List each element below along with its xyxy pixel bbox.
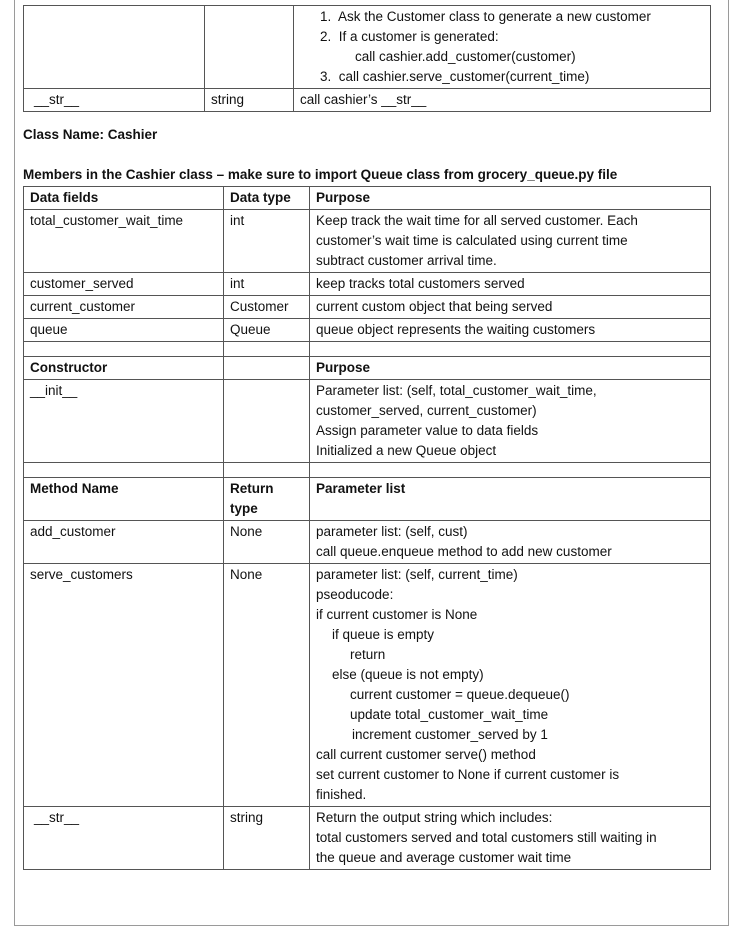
method-line: finished.	[316, 787, 367, 802]
methods-header-col2	[224, 478, 310, 521]
field-type: Customer	[224, 296, 310, 319]
method-line: increment customer_served by 1	[352, 727, 548, 742]
field-name: queue	[24, 319, 224, 342]
method-type: string	[224, 807, 310, 870]
top-table	[23, 5, 711, 112]
constructor-purpose-line: customer_served, current_customer)	[316, 403, 537, 418]
method-name: add_customer	[24, 521, 224, 564]
method-params	[310, 807, 711, 870]
method-line: if queue is empty	[332, 627, 435, 642]
fields-header-col3: Purpose	[310, 187, 711, 210]
field-purpose-line: Keep track the wait time for all served customer. Each	[316, 213, 638, 228]
members-heading: Members in the Cashier class – make sure to import Queue class from grocery_queue.py file	[23, 167, 618, 182]
top-str-row	[24, 89, 711, 112]
constructor-purpose-line: Initialized a new Queue object	[316, 443, 497, 458]
methods-header-row	[24, 478, 711, 521]
method-row-serve-customers	[24, 564, 711, 807]
method-line: current customer = queue.dequeue()	[350, 687, 570, 702]
field-name: customer_served	[24, 273, 224, 296]
method-line: update total_customer_wait_time	[350, 707, 549, 722]
step-2-call: call cashier.add_customer(customer)	[355, 49, 576, 64]
steps-cell	[294, 6, 711, 89]
constructor-row	[24, 380, 711, 463]
step-2: 2. If a customer is generated:	[320, 29, 499, 44]
field-purpose-line: customer’s wait time is calculated using current time	[316, 233, 628, 248]
fields-header-col2: Data type	[224, 187, 310, 210]
method-line: parameter list: (self, current_time)	[316, 567, 518, 582]
method-row-add-customer	[24, 521, 711, 564]
method-line: if current customer is None	[316, 607, 478, 622]
constructor-purpose-line: Parameter list: (self, total_customer_wait_time,	[316, 383, 597, 398]
constructor-header-col1: Constructor	[24, 357, 224, 380]
step-3: 3. call cashier.serve_customer(current_time)	[320, 69, 590, 84]
method-line: return	[350, 647, 386, 662]
field-purpose: queue object represents the waiting customers	[310, 319, 711, 342]
field-purpose	[310, 210, 711, 273]
field-row	[24, 273, 711, 296]
method-line: the queue and average customer wait time	[316, 850, 572, 865]
constructor-header-row	[24, 357, 711, 380]
constructor-name: __init__	[24, 380, 224, 463]
top-steps-row	[24, 6, 711, 89]
spacer-row	[24, 342, 711, 357]
field-name: current_customer	[24, 296, 224, 319]
method-line: parameter list: (self, cust)	[316, 524, 468, 539]
field-purpose: current custom object that being served	[310, 296, 711, 319]
str-method-type: string	[205, 89, 294, 112]
field-type: int	[224, 273, 310, 296]
fields-header-row	[24, 187, 711, 210]
str-method-purpose: call cashier’s __str__	[294, 89, 711, 112]
field-purpose-line: subtract customer arrival time.	[316, 253, 497, 268]
spacer-row	[24, 463, 711, 478]
field-type: int	[224, 210, 310, 273]
field-row	[24, 210, 711, 273]
method-line: call current customer serve() method	[316, 747, 536, 762]
methods-header-col1: Method Name	[24, 478, 224, 521]
step-1: 1. Ask the Customer class to generate a new customer	[320, 9, 651, 24]
method-line: total customers served and total customers still waiting in	[316, 830, 657, 845]
str-method-name: __str__	[24, 89, 205, 112]
constructor-header-col3: Purpose	[310, 357, 711, 380]
method-line: call queue.enqueue method to add new customer	[316, 544, 612, 559]
methods-header-col2-line: type	[230, 501, 258, 516]
field-type: Queue	[224, 319, 310, 342]
field-row	[24, 296, 711, 319]
method-type: None	[224, 521, 310, 564]
members-table	[23, 186, 711, 870]
fields-header-col1: Data fields	[24, 187, 224, 210]
method-name: __str__	[24, 807, 224, 870]
methods-header-col3: Parameter list	[310, 478, 711, 521]
method-line: else (queue is not empty)	[332, 667, 484, 682]
method-line: set current customer to None if current customer is	[316, 767, 620, 782]
method-line: Return the output string which includes:	[316, 810, 553, 825]
method-row-str	[24, 807, 711, 870]
method-type: None	[224, 564, 310, 807]
method-params	[310, 564, 711, 807]
method-params	[310, 521, 711, 564]
method-name: serve_customers	[24, 564, 224, 807]
constructor-purpose	[310, 380, 711, 463]
field-name: total_customer_wait_time	[24, 210, 224, 273]
constructor-purpose-line: Assign parameter value to data fields	[316, 423, 539, 438]
field-row	[24, 319, 711, 342]
class-name-label: Class Name: Cashier	[23, 127, 158, 142]
field-purpose: keep tracks total customers served	[310, 273, 711, 296]
method-line: pseoducode:	[316, 587, 394, 602]
methods-header-col2-line: Return	[230, 481, 274, 496]
